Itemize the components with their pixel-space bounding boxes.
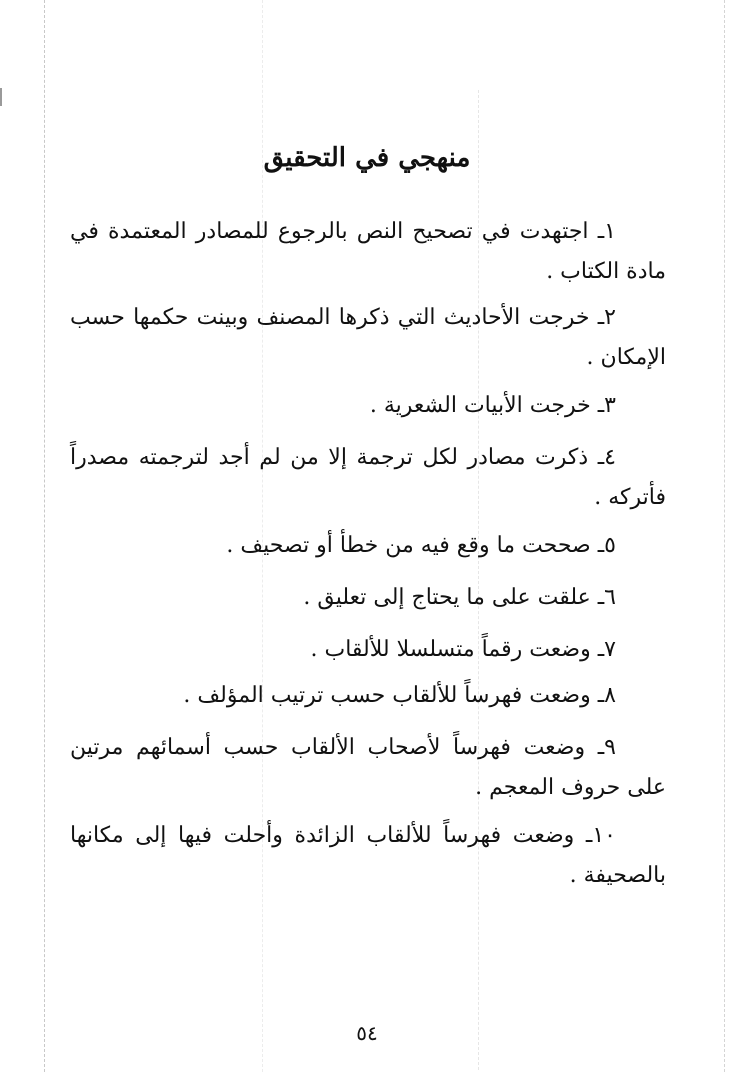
methodology-item-4: ٤ـ ذكرت مصادر لكل ترجمة إلا من لم أجد لترجمته مصدراً فأتركه . [70,445,666,510]
page-number: ٥٤ [356,1021,378,1045]
methodology-item-7: ٧ـ وضعت رقماً متسلسلا للألقاب . [310,637,616,662]
methodology-item-9: ٩ـ وضعت فهرساً لأصحاب الألقاب حسب أسمائهم مرتين على حروف المعجم . [70,735,666,800]
methodology-item-6: ٦ـ علقت على ما يحتاج إلى تعليق . [303,585,616,610]
methodology-item-5: ٥ـ صححت ما وقع فيه من خطأ أو تصحيف . [226,533,616,558]
methodology-item-10: ١٠ـ وضعت فهرساً للألقاب الزائدة وأحلت فيها إلى مكانها بالصحيفة . [70,823,666,888]
page-title: منهجي في التحقيق [263,143,471,173]
methodology-item-8: ٨ـ وضعت فهرساً للألقاب حسب ترتيب المؤلف . [183,683,616,708]
methodology-item-3: ٣ـ خرجت الأبيات الشعرية . [369,393,616,418]
page-edge-mark [0,88,2,106]
methodology-item-1: ١ـ اجتهدت في تصحيح النص بالرجوع للمصادر المعتمدة في مادة الكتاب . [70,219,666,284]
methodology-item-2: ٢ـ خرجت الأحاديث التي ذكرها المصنف وبينت حكمها حسب الإمكان . [70,305,666,370]
